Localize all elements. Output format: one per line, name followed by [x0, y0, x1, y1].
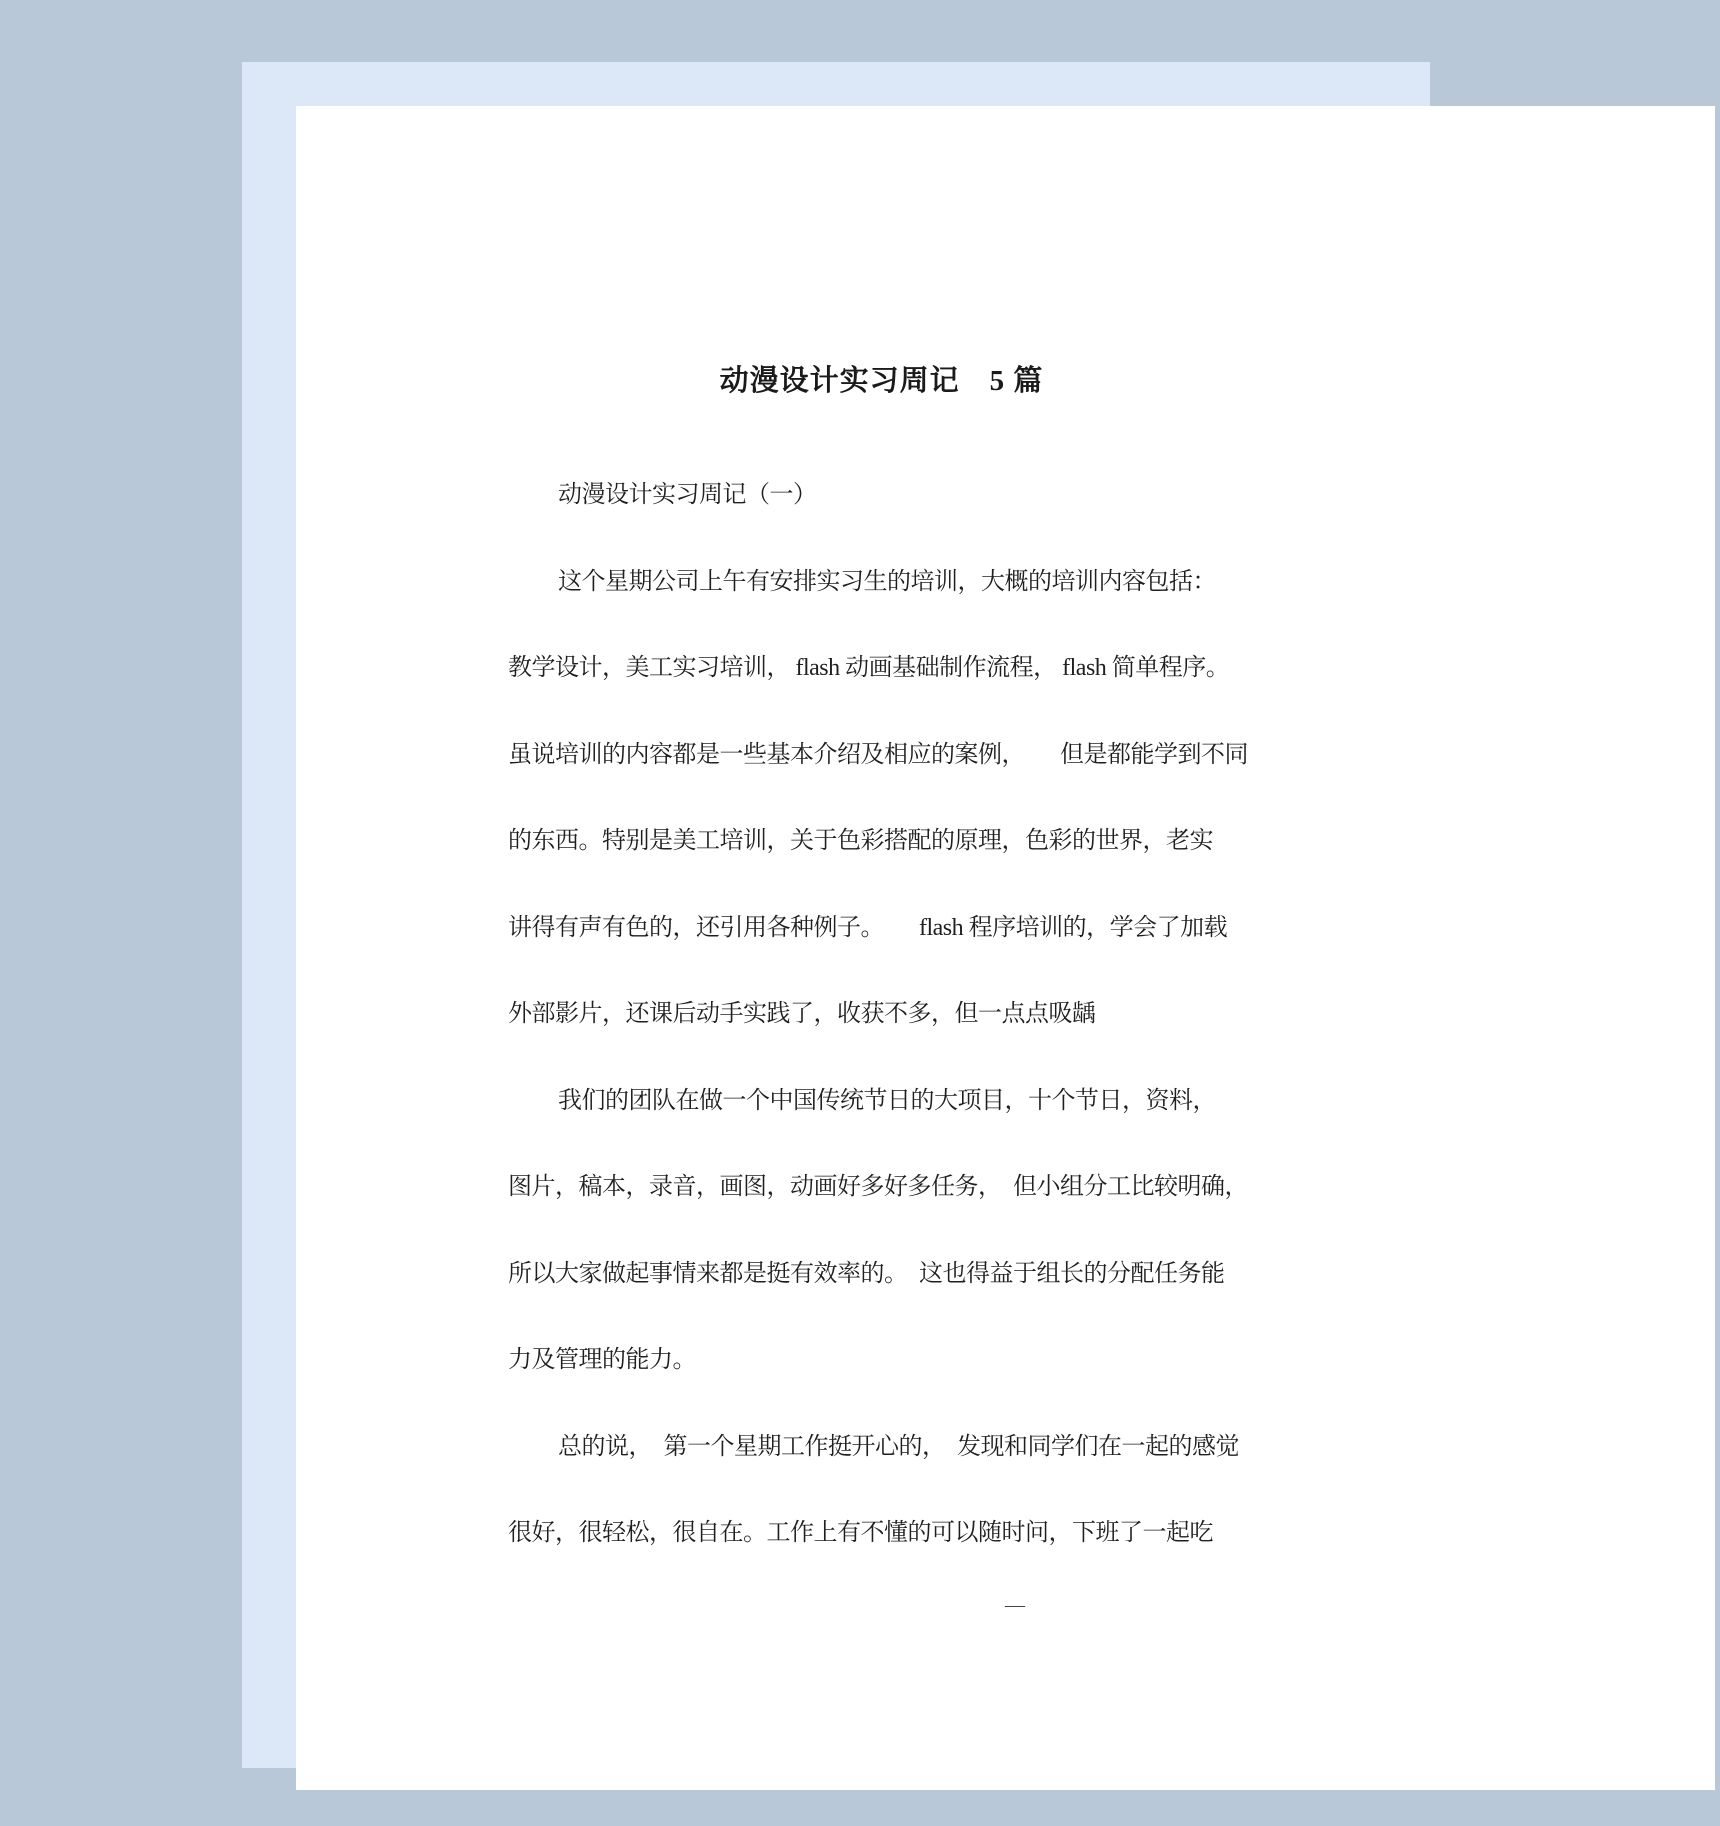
text-line: 虽说培训的内容都是一些基本介绍及相应的案例， 但是都能学到不同 [508, 741, 1248, 768]
document-title: 动漫设计实习周记 5 篇 [719, 365, 1044, 397]
text-line: 图片，稿本，录音，画图，动画好多好多任务， 但小组分工比较明确， [508, 1174, 1248, 1200]
text-line: 这个星期公司上午有安排实习生的培训，大概的培训内容包括： [558, 568, 1216, 595]
text-line: 我们的团队在做一个中国传统节日的大项目，十个节日，资料， [558, 1087, 1216, 1114]
text-line: 总的说， 第一个星期工作挺开心的， 发现和同学们在一起的感觉 [558, 1433, 1239, 1460]
text-line: 教学设计，美工实习培训， flash 动画基础制作流程， flash 简单程序。 [508, 655, 1230, 681]
text-line: 很好，很轻松，很自在。工作上有不懂的可以随时问，下班了一起吃 [508, 1520, 1213, 1546]
section-heading-line: 动漫设计实习周记（一） [558, 482, 817, 508]
text-line: 的东西。特别是美工培训，关于色彩搭配的原理，色彩的世界，老实 [508, 828, 1213, 854]
text-line: 所以大家做起事情来都是挺有效率的。 这也得益于组长的分配任务能 [508, 1260, 1225, 1287]
document-body [508, 452, 1298, 1577]
text-line: 外部影片，还课后动手实践了，收获不多，但一点点吸龋 [508, 1001, 1096, 1027]
text-line: 力及管理的能力。 [508, 1347, 696, 1373]
text-line: 讲得有声有色的，还引用各种例子。 flash 程序培训的，学会了加载 [508, 914, 1228, 941]
footer-dash-mark: — [1005, 1594, 1025, 1616]
document-page [296, 106, 1715, 1790]
